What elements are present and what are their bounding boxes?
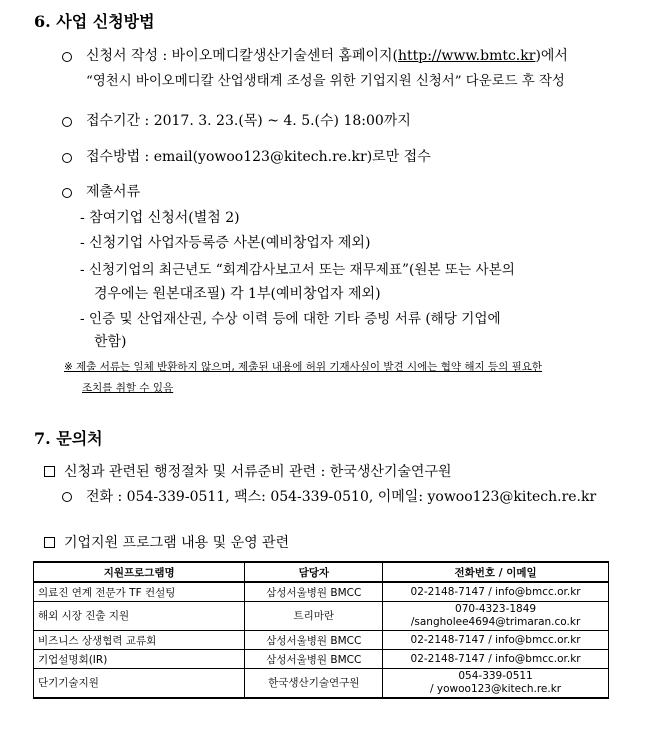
circle-bullet-icon	[62, 492, 72, 502]
doc-item: - 참여기업 신청서(별첨 2)	[80, 210, 240, 226]
notice-line-2: 조치를 취할 수 있음	[82, 382, 174, 394]
homepage-link[interactable]: http://www.bmtc.kr	[397, 48, 536, 64]
notice-line-1: ※ 제출 서류는 일체 반환하지 않으며, 제출된 내용에 허위 기재사실이 발견 시에는 협약 해지 등의 필요한	[64, 361, 543, 373]
table-header-row	[34, 562, 609, 582]
doc-item: - 신청기업 사업자등록증 사본(예비창업자 제외)	[80, 235, 371, 251]
table-row	[34, 582, 609, 602]
table-row	[34, 669, 609, 699]
program-cell: 해외 시장 진출 지원	[34, 602, 245, 631]
contact-cell	[383, 602, 609, 631]
header-manager: 담당자	[245, 562, 383, 582]
table-row	[34, 602, 609, 631]
circle-bullet-icon	[62, 188, 72, 198]
contact-cell: 02-2148-7147 / info@bmcc.or.kr	[383, 582, 609, 602]
contact-cell: 02-2148-7147 / info@bmcc.or.kr	[383, 631, 609, 650]
inquiry-program-line: 기업지원 프로그램 내용 및 운영 관련	[64, 535, 290, 551]
application-form-line-2: “영천시 바이오메디칼 산업생태계 조성을 위한 기업지원 신청서” 다운로드 후 작성	[86, 74, 565, 89]
program-cell: 비즈니스 상생협력 교류회	[34, 631, 245, 650]
table-row	[34, 631, 609, 650]
contact-phone: 054-339-0511	[458, 670, 533, 682]
square-bullet-icon	[44, 537, 55, 548]
section-7-title: 7. 문의처	[34, 429, 103, 448]
circle-bullet-icon	[62, 52, 72, 62]
manager-cell: 한국생산기술연구원	[245, 669, 383, 699]
header-contact: 전화번호 / 이메일	[383, 562, 609, 582]
contact-phone: 070-4323-1849	[455, 603, 537, 615]
documents-heading: 제출서류	[86, 184, 141, 200]
section-6-title: 6. 사업 신청방법	[34, 12, 155, 31]
circle-bullet-icon	[62, 117, 72, 127]
inquiry-contact-line: 전화 : 054-339-0511, 팩스: 054-339-0510, 이메일: yowoo123@kitech.re.kr	[86, 489, 597, 505]
program-cell: 의료진 연계 전문가 TF 컨설팅	[34, 582, 245, 602]
contact-cell: 02-2148-7147 / info@bmcc.or.kr	[383, 650, 609, 669]
program-cell: 기업설명회(IR)	[34, 650, 245, 669]
period-line: 접수기간 : 2017. 3. 23.(목) ~ 4. 5.(수) 18:00까지	[86, 113, 411, 129]
manager-cell: 삼성서울병원 BMCC	[245, 631, 383, 650]
program-contact-table	[33, 561, 609, 699]
doc-item: - 인증 및 산업재산권, 수상 이력 등에 대한 기타 증빙 서류 (해당 기업에	[80, 311, 501, 327]
manager-cell: 삼성서울병원 BMCC	[245, 582, 383, 602]
method-line: 접수방법 : email(yowoo123@kitech.re.kr)로만 접수	[86, 149, 431, 165]
manager-cell: 트리마란	[245, 602, 383, 631]
doc-item-continued: 경우에는 원본대조필) 각 1부(예비창업자 제외)	[94, 286, 381, 302]
manager-cell: 삼성서울병원 BMCC	[245, 650, 383, 669]
doc-item: - 신청기업의 최근년도 “회계감사보고서 또는 재무제표”(원본 또는 사본의	[80, 262, 515, 278]
header-program: 지원프로그램명	[34, 562, 245, 582]
application-form-line: 신청서 작성 : 바이오메디칼생산기술센터 홈페이지(http://www.bmtc.kr)에서	[86, 48, 568, 64]
contact-email: /sangholee4694@trimaran.co.kr	[410, 616, 581, 628]
contact-cell	[383, 669, 609, 699]
program-cell: 단기기술지원	[34, 669, 245, 699]
doc-item-continued: 한함)	[94, 334, 127, 350]
circle-bullet-icon	[62, 153, 72, 163]
table-row	[34, 650, 609, 669]
contact-email: / yowoo123@kitech.re.kr	[430, 683, 562, 695]
square-bullet-icon	[44, 466, 55, 477]
inquiry-admin-line: 신청과 관련된 행정절차 및 서류준비 관련 : 한국생산기술연구원	[64, 464, 452, 480]
